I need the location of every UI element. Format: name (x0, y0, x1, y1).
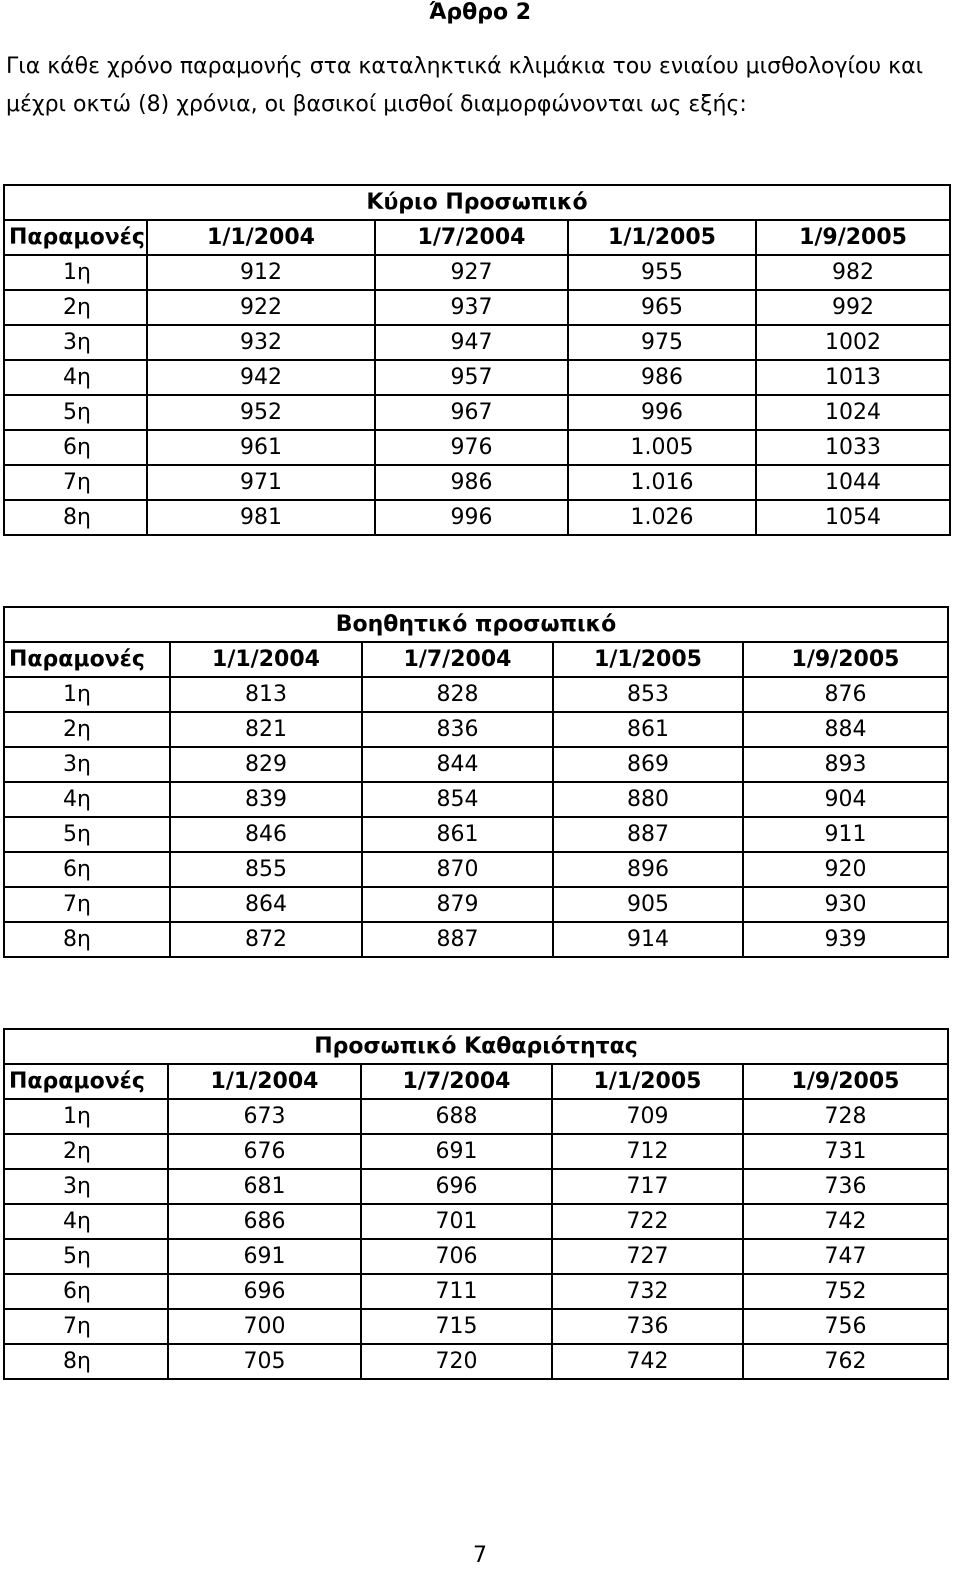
year-label-cell: 7η (4, 465, 147, 500)
salary-cell: 1002 (756, 325, 950, 360)
salary-cell: 844 (362, 747, 553, 782)
salary-cell: 981 (147, 500, 375, 535)
column-header: 1/7/2004 (375, 220, 568, 255)
table-row (4, 430, 950, 465)
year-label-cell: 4η (4, 360, 147, 395)
salary-cell: 996 (375, 500, 568, 535)
salary-cell: 736 (743, 1169, 948, 1204)
salary-cell: 691 (361, 1134, 552, 1169)
salary-cell: 864 (170, 887, 362, 922)
year-label-cell: 5η (4, 817, 170, 852)
salary-cell: 1.005 (568, 430, 756, 465)
salary-cell: 839 (170, 782, 362, 817)
salary-cell: 673 (168, 1099, 361, 1134)
table-row (4, 677, 948, 712)
year-label-cell: 8η (4, 1344, 168, 1379)
salary-cell: 976 (375, 430, 568, 465)
table-row (4, 922, 948, 957)
salary-cell: 957 (375, 360, 568, 395)
table-row (4, 1309, 948, 1344)
salary-cell: 705 (168, 1344, 361, 1379)
salary-cell: 717 (552, 1169, 743, 1204)
year-label-cell: 7η (4, 887, 170, 922)
salary-cell: 870 (362, 852, 553, 887)
table-caption: Βοηθητικό προσωπικό (4, 607, 948, 642)
salary-cell: 681 (168, 1169, 361, 1204)
salary-cell: 965 (568, 290, 756, 325)
salary-cell: 821 (170, 712, 362, 747)
table-row (4, 782, 948, 817)
salary-cell: 742 (552, 1344, 743, 1379)
article-heading: Άρθρο 2 (428, 0, 532, 25)
year-label-cell: 2η (4, 290, 147, 325)
table-caption: Προσωπικό Καθαριότητας (4, 1029, 948, 1064)
year-label-cell: 5η (4, 1239, 168, 1274)
salary-table-main-staff (3, 184, 951, 536)
salary-cell: 920 (743, 852, 948, 887)
salary-cell: 971 (147, 465, 375, 500)
table-caption: Κύριο Προσωπικό (4, 185, 950, 220)
salary-cell: 742 (743, 1204, 948, 1239)
salary-cell: 986 (375, 465, 568, 500)
year-label-cell: 7η (4, 1309, 168, 1344)
salary-cell: 861 (362, 817, 553, 852)
year-label-cell: 3η (4, 747, 170, 782)
salary-cell: 952 (147, 395, 375, 430)
salary-cell: 854 (362, 782, 553, 817)
column-header: Παραμονές (4, 642, 170, 677)
salary-cell: 846 (170, 817, 362, 852)
salary-cell: 727 (552, 1239, 743, 1274)
salary-cell: 986 (568, 360, 756, 395)
salary-cell: 696 (361, 1169, 552, 1204)
salary-cell: 905 (553, 887, 743, 922)
table-row (4, 887, 948, 922)
salary-cell: 720 (361, 1344, 552, 1379)
table-row (4, 290, 950, 325)
table-row (4, 817, 948, 852)
table-row (4, 747, 948, 782)
salary-cell: 982 (756, 255, 950, 290)
salary-cell: 731 (743, 1134, 948, 1169)
salary-cell: 876 (743, 677, 948, 712)
year-label-cell: 6η (4, 852, 170, 887)
table-header-row (4, 220, 950, 255)
column-header: 1/1/2004 (147, 220, 375, 255)
column-header: 1/1/2005 (553, 642, 743, 677)
salary-cell: 879 (362, 887, 553, 922)
salary-cell: 853 (553, 677, 743, 712)
salary-cell: 911 (743, 817, 948, 852)
year-label-cell: 1η (4, 677, 170, 712)
table-row (4, 325, 950, 360)
year-label-cell: 4η (4, 1204, 168, 1239)
salary-cell: 884 (743, 712, 948, 747)
year-label-cell: 8η (4, 500, 147, 535)
salary-cell: 722 (552, 1204, 743, 1239)
table-row (4, 465, 950, 500)
salary-cell: 1054 (756, 500, 950, 535)
salary-cell: 947 (375, 325, 568, 360)
salary-cell: 686 (168, 1204, 361, 1239)
salary-cell: 676 (168, 1134, 361, 1169)
salary-cell: 942 (147, 360, 375, 395)
salary-cell: 975 (568, 325, 756, 360)
salary-cell: 1044 (756, 465, 950, 500)
salary-cell: 927 (375, 255, 568, 290)
table-row (4, 1204, 948, 1239)
salary-cell: 706 (361, 1239, 552, 1274)
salary-cell: 914 (553, 922, 743, 957)
salary-cell: 1.016 (568, 465, 756, 500)
year-label-cell: 5η (4, 395, 147, 430)
column-header: 1/1/2004 (168, 1064, 361, 1099)
table-caption-row (4, 185, 950, 220)
table-header-row (4, 1064, 948, 1099)
salary-cell: 728 (743, 1099, 948, 1134)
salary-cell: 752 (743, 1274, 948, 1309)
salary-cell: 939 (743, 922, 948, 957)
column-header: 1/9/2005 (743, 642, 948, 677)
column-header: Παραμονές (4, 220, 147, 255)
salary-cell: 930 (743, 887, 948, 922)
table-caption-row (4, 607, 948, 642)
table-row (4, 255, 950, 290)
salary-cell: 712 (552, 1134, 743, 1169)
salary-cell: 813 (170, 677, 362, 712)
salary-cell: 701 (361, 1204, 552, 1239)
salary-cell: 869 (553, 747, 743, 782)
salary-cell: 922 (147, 290, 375, 325)
table-row (4, 1344, 948, 1379)
salary-cell: 828 (362, 677, 553, 712)
salary-cell: 896 (553, 852, 743, 887)
year-label-cell: 1η (4, 1099, 168, 1134)
column-header: 1/7/2004 (361, 1064, 552, 1099)
salary-cell: 709 (552, 1099, 743, 1134)
table-row (4, 1239, 948, 1274)
table-row (4, 852, 948, 887)
salary-cell: 937 (375, 290, 568, 325)
salary-table-auxiliary-staff (3, 606, 949, 958)
salary-cell: 836 (362, 712, 553, 747)
salary-cell: 967 (375, 395, 568, 430)
salary-cell: 961 (147, 430, 375, 465)
year-label-cell: 8η (4, 922, 170, 957)
salary-cell: 887 (553, 817, 743, 852)
column-header: 1/9/2005 (756, 220, 950, 255)
salary-cell: 736 (552, 1309, 743, 1344)
salary-cell: 711 (361, 1274, 552, 1309)
salary-cell: 893 (743, 747, 948, 782)
salary-cell: 1033 (756, 430, 950, 465)
year-label-cell: 4η (4, 782, 170, 817)
intro-paragraph: Για κάθε χρόνο παραμονής στα καταληκτικά κλιμάκια του ενιαίου μισθολογίου και μέχρι οκτώ (8) χρόνια, οι βασικοί μισθοί διαμορφώνονται ως εξής: (6, 54, 924, 117)
year-label-cell: 6η (4, 1274, 168, 1309)
table-row (4, 1274, 948, 1309)
salary-table-cleaning-staff (3, 1028, 949, 1380)
salary-cell: 996 (568, 395, 756, 430)
year-label-cell: 2η (4, 1134, 168, 1169)
salary-cell: 855 (170, 852, 362, 887)
column-header: 1/7/2004 (362, 642, 553, 677)
salary-cell: 762 (743, 1344, 948, 1379)
table-row (4, 360, 950, 395)
salary-cell: 756 (743, 1309, 948, 1344)
table-row (4, 712, 948, 747)
salary-cell: 696 (168, 1274, 361, 1309)
salary-cell: 992 (756, 290, 950, 325)
page-number: 7 (473, 1543, 487, 1568)
column-header: Παραμονές (4, 1064, 168, 1099)
salary-cell: 732 (552, 1274, 743, 1309)
salary-cell: 1.026 (568, 500, 756, 535)
salary-cell: 715 (361, 1309, 552, 1344)
salary-cell: 887 (362, 922, 553, 957)
salary-cell: 688 (361, 1099, 552, 1134)
column-header: 1/1/2004 (170, 642, 362, 677)
salary-cell: 861 (553, 712, 743, 747)
year-label-cell: 6η (4, 430, 147, 465)
table-caption-row (4, 1029, 948, 1064)
salary-cell: 872 (170, 922, 362, 957)
salary-cell: 1024 (756, 395, 950, 430)
year-label-cell: 1η (4, 255, 147, 290)
salary-cell: 912 (147, 255, 375, 290)
column-header: 1/1/2005 (568, 220, 756, 255)
salary-cell: 880 (553, 782, 743, 817)
salary-cell: 700 (168, 1309, 361, 1344)
salary-cell: 955 (568, 255, 756, 290)
column-header: 1/1/2005 (552, 1064, 743, 1099)
salary-cell: 904 (743, 782, 948, 817)
table-row (4, 1099, 948, 1134)
table-row (4, 1169, 948, 1204)
year-label-cell: 3η (4, 1169, 168, 1204)
salary-cell: 1013 (756, 360, 950, 395)
year-label-cell: 2η (4, 712, 170, 747)
table-row (4, 395, 950, 430)
table-row (4, 500, 950, 535)
salary-cell: 932 (147, 325, 375, 360)
column-header: 1/9/2005 (743, 1064, 948, 1099)
salary-cell: 829 (170, 747, 362, 782)
salary-cell: 691 (168, 1239, 361, 1274)
table-row (4, 1134, 948, 1169)
salary-cell: 747 (743, 1239, 948, 1274)
table-header-row (4, 642, 948, 677)
year-label-cell: 3η (4, 325, 147, 360)
